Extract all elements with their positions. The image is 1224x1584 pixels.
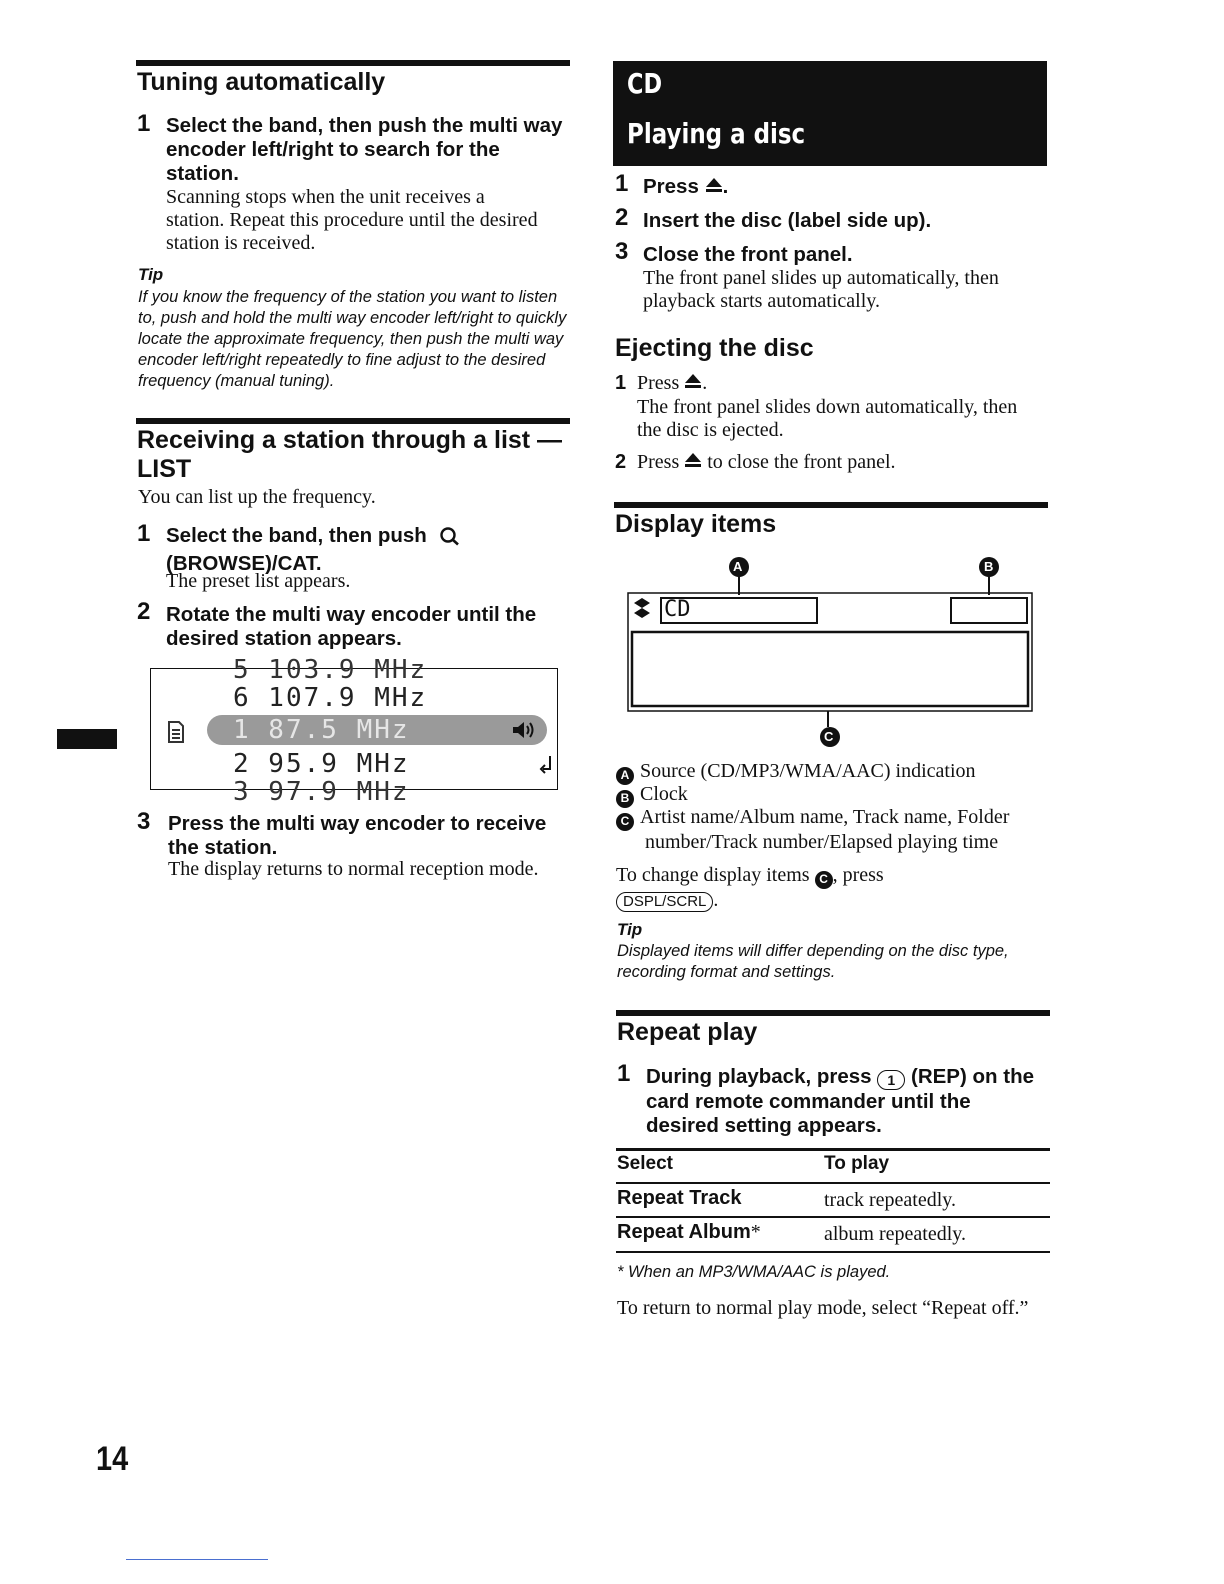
step-text xyxy=(637,451,896,474)
banner-title: Playing a disc xyxy=(627,117,806,150)
step-number: 2 xyxy=(615,451,627,473)
step-number: 1 xyxy=(615,170,629,197)
disc-icon xyxy=(633,598,634,599)
table-row-play: track repeatedly. xyxy=(824,1189,956,1211)
display-item-b xyxy=(616,783,1046,808)
step-number: 1 xyxy=(615,372,627,394)
display-item-text: Clock xyxy=(640,783,688,805)
list-row-highlighted xyxy=(207,715,547,745)
list-row-selected: 1 87.5 MHz xyxy=(233,715,410,745)
table-row-select: Repeat Track xyxy=(617,1187,742,1209)
table-row-select xyxy=(617,1221,761,1244)
thumb-index-tab xyxy=(57,729,117,749)
section-title-tuning: Tuning automatically xyxy=(137,68,386,96)
step-body: The preset list appears. xyxy=(166,570,351,592)
tip-text: If you know the frequency of the station you want to listen to, push and hold the multi way encoder left/right to quickly locate the approximate frequency, then push the multi way encoder left/right repeatedly to fine adjust to the desired frequency (manual tuning). xyxy=(138,288,567,390)
change-display-text: To change display items C , press DSPL/SCRL . xyxy=(616,864,884,911)
search-icon xyxy=(439,526,461,552)
step-heading: Insert the disc (label side up). xyxy=(643,209,932,232)
step-number: 3 xyxy=(137,808,151,835)
section-rule xyxy=(616,1010,1050,1016)
list-row: 6 107.9 MHz xyxy=(233,683,428,713)
display-item-text: Source (CD/MP3/WMA/AAC) indication xyxy=(640,760,976,782)
callout-c-icon: C xyxy=(815,871,833,889)
step-heading xyxy=(646,1065,1046,1138)
step-heading: Select the band, then push the multi way encoder left/right to search for the station. xyxy=(166,114,563,185)
change-text: , press xyxy=(832,864,884,886)
eject-icon xyxy=(684,373,702,389)
callout-a: A xyxy=(733,559,743,574)
step-number: 2 xyxy=(615,204,629,231)
callout-c-icon: C xyxy=(616,813,634,831)
speaker-icon xyxy=(511,721,537,744)
section-intro: You can list up the frequency. xyxy=(138,486,376,508)
step-heading-text: (BROWSE)/CAT. xyxy=(166,552,322,575)
display-item-a xyxy=(616,760,1046,785)
step-text-label: to close the front panel. xyxy=(707,451,896,473)
step-heading-text: During playback, press xyxy=(646,1065,872,1088)
footnote-mark: * xyxy=(750,1221,761,1243)
return-arrow-icon xyxy=(539,755,553,780)
step-number: 1 xyxy=(137,520,151,547)
list-row-partial: 5 103.9 MHz xyxy=(233,655,428,685)
eject-icon xyxy=(684,452,702,468)
change-text: To change display items xyxy=(616,864,810,886)
step-body: The front panel slides up automatically, then playback starts automatically. xyxy=(643,267,999,312)
section-title-list: Receiving a station through a list — LIST xyxy=(137,426,563,483)
source-indication: CD xyxy=(664,597,691,622)
banner-category: CD xyxy=(627,67,663,100)
table-header-play: To play xyxy=(824,1153,890,1174)
table-rule xyxy=(616,1182,1050,1184)
callout-c: C xyxy=(824,729,834,744)
table-rule xyxy=(616,1216,1050,1218)
section-title-eject: Ejecting the disc xyxy=(615,334,814,362)
callout-a-icon: A xyxy=(616,767,634,785)
return-text: To return to normal play mode, select “Repeat off.” xyxy=(617,1297,1029,1319)
section-rule xyxy=(136,418,570,424)
step-heading-text: (REP) on the card remote commander until the desired setting appears. xyxy=(646,1065,1034,1137)
table-header-select: Select xyxy=(617,1153,673,1174)
section-rule xyxy=(614,502,1048,508)
list-display-illustration xyxy=(150,655,558,807)
step-heading: Close the front panel. xyxy=(643,243,853,266)
step-body: Scanning stops when the unit receives a station. Repeat this procedure until the desired station is received. xyxy=(166,186,538,254)
display-item-c xyxy=(616,806,1065,854)
step-text-label: Press xyxy=(637,372,680,394)
step-number: 1 xyxy=(137,110,151,137)
table-rule-bottom xyxy=(616,1251,1050,1253)
step-text-label: Press xyxy=(637,451,680,473)
table-rule-top xyxy=(616,1148,1050,1151)
callout-b-icon: B xyxy=(616,790,634,808)
step-heading-text: Select the band, then push xyxy=(166,524,427,547)
tip-label: Tip xyxy=(138,265,164,284)
page-number: 14 xyxy=(96,1440,129,1478)
footnote: * When an MP3/WMA/AAC is played. xyxy=(617,1263,891,1281)
step-heading: Press . xyxy=(643,175,729,198)
cd-banner xyxy=(613,61,1047,166)
step-body: The front panel slides down automatically, then the disc is ejected. xyxy=(637,396,1018,441)
section-title-repeat: Repeat play xyxy=(617,1018,758,1046)
section-rule xyxy=(136,60,570,66)
step-heading-text: Press xyxy=(643,175,699,198)
dspl-scrl-button: DSPL/SCRL xyxy=(616,892,713,912)
list-row-partial: 3 97.9 MHz xyxy=(233,777,410,807)
display-item-text: Artist name/Album name, Track name, Folder number/Track number/Elapsed playing time xyxy=(640,806,1010,853)
step-body: The display returns to normal reception mode. xyxy=(168,858,539,880)
table-row-play: album repeatedly. xyxy=(824,1223,966,1245)
step-heading xyxy=(166,524,576,576)
footer-line xyxy=(126,1559,268,1560)
step-number: 2 xyxy=(137,598,151,625)
list-row: 2 95.9 MHz xyxy=(233,749,410,779)
tip-label: Tip xyxy=(617,920,643,939)
select-label: Repeat Album xyxy=(617,1221,751,1243)
step-text: Press . xyxy=(637,372,708,394)
remote-button-1: 1 xyxy=(877,1070,905,1090)
document-icon xyxy=(167,721,185,748)
step-number: 3 xyxy=(615,238,629,265)
display-diagram xyxy=(620,555,1040,755)
step-number: 1 xyxy=(617,1060,631,1087)
tip-text: Displayed items will differ depending on the disc type, recording format and settings. xyxy=(617,942,1009,981)
step-heading: Rotate the multi way encoder until the desired station appears. xyxy=(166,603,537,650)
callout-b: B xyxy=(984,559,994,574)
section-title-display: Display items xyxy=(615,510,777,538)
step-heading: Press the multi way encoder to receive the station. xyxy=(168,812,547,859)
eject-icon xyxy=(705,177,723,193)
